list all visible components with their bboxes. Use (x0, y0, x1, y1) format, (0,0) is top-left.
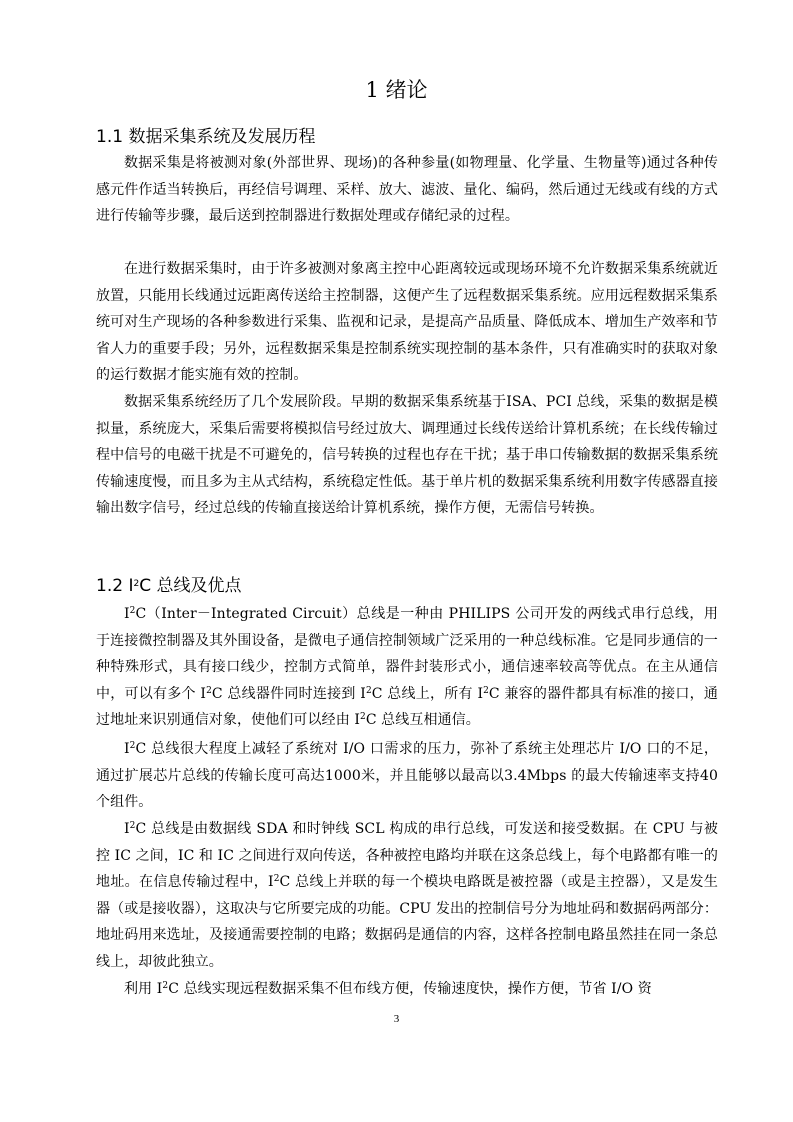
section-title-1-2 (96, 574, 716, 598)
text-run: C 总线实现远程数据采集不但布线方便，传输速度快，操作方便，节省 I/O 资 (168, 981, 652, 997)
chapter-title: 1 绪论 (365, 78, 428, 102)
superscript: 2 (483, 685, 489, 696)
superscript: 2 (129, 606, 136, 616)
superscript: 2 (206, 685, 212, 696)
paragraph-remote-acquisition: 在进行数据采集时，由于许多被测对象离主控中心距离较远或现场环境不允许数据采集系统就近放置，只能用长线通过远距离传送给主控制器，这便产生了远程数据采集系统。应用远程数据采集系统可对生产现场的各种参数进行采集、监视和记录，是提高产品质量、降低成本、增加生产效率和节省人力的重要手段；另外，远程数据采集是控制系统实现控制的基本条件，只有准确实时的获取对象的运行数据才能实施有效的控制。 (96, 261, 718, 383)
text-run: 利用 I (124, 981, 163, 997)
text-run: I (124, 606, 130, 622)
text-run: C 总线互相通信。 (365, 712, 480, 728)
text-run: I (124, 741, 130, 757)
text-run: C 总线很大程度上减轻了系统对 I/O 口需求的压力，弥补了系统主处理芯片 I/O 口的不足，通过扩展芯片总线的传输长度可高达1000米，并且能够以最高以3.4Mbps 的最大传输速率支持40个组件。 (96, 741, 718, 810)
text-run: C 总线上并联的每一个模块电路既是被控器（或是主控器），又是发生器（或是接收器），这取决与它所要完成的功能。CPU 发出的控制信号分为地址码和数据码两部分：地址码用来选址，及接通需要控制的电路；数据码是通信的内容，这样各控制电路虽然挂在同一条总线上，却彼此独立。 (96, 874, 718, 970)
text-run: C 总线上，所有 I (371, 685, 484, 702)
text-run: C 总线是由数据线 SDA 和时钟线 SCL 构成的串行总线，可发送和接受数据。在 CPU 与被控 IC 之间，IC 和 IC 之间进行双向传送，各种被控电路均并联在这条总线上，每个电路都有唯一的地址。在信息传输过程中，I (96, 821, 718, 890)
section-title-prefix: 1.2 I (96, 576, 134, 596)
paragraph-i2c-intro (96, 601, 718, 734)
section-title-1-1: 1.1 数据采集系统及发展历程 (96, 127, 316, 147)
superscript: 2 (129, 821, 136, 831)
page-number: 3 (393, 1013, 400, 1025)
superscript: 2 (359, 712, 366, 722)
text-run: C 兼容的器件都具有标准的接口，通过地址来识别通信对象，使他们可以经由 I (96, 685, 718, 728)
text-run: C（Inter－Integrated Circuit）总线是一种由 PHILIPS 公司开发的两线式串行总线，用于连接微控制器及其外围设备，是微电子通信控制领域广泛采用的一种总线标准。它是同步通信的一种特殊形式，具有接口线少，控制方式简单，器件封装形式小，通信速率较高等优点。在主从通信中，可以有多个 I (96, 606, 718, 702)
superscript: 2 (129, 741, 136, 751)
paragraph-i2c-io-relief (96, 736, 718, 816)
superscript: 2 (133, 579, 140, 589)
text-run: I (124, 821, 130, 837)
superscript: 2 (273, 874, 280, 884)
paragraph-data-acquisition-definition: 数据采集是将被测对象(外部世界、现场)的各种参量(如物理量、化学量、生物量等)通过各种传感元件作适当转换后，再经信号调理、采样、放大、滤波、量化、编码，然后通过无线或有线的方式进行传输等步骤，最后送到控制器进行数据处理或存储纪录的过程。 (96, 155, 718, 224)
section-title-suffix: C 总线及优点 (139, 576, 242, 596)
text-run: C 总线器件同时连接到 I (211, 685, 366, 702)
paragraph-i2c-structure (96, 816, 718, 975)
paragraph-i2c-remote-benefits (96, 976, 718, 1003)
superscript: 2 (365, 685, 372, 696)
paragraph-development-stages: 数据采集系统经历了几个发展阶段。早期的数据采集系统基于ISA、PCI 总线，采集的数据是模拟量，系统庞大，采集后需要将模拟信号经过放大、调理通过长线传送给计算机系统；在长线传输过程中信号的电磁干扰是不可避免的，信号转换的过程也存在干扰；基于串口传输数据的数据采集系统传输速度慢，而且多为主从式结构，系统稳定性低。基于单片机的数据采集系统利用数字传感器直接输出数字信号，经过总线的传输直接送给计算机系统，操作方便，无需信号转换。 (96, 394, 718, 516)
superscript: 2 (162, 981, 169, 991)
